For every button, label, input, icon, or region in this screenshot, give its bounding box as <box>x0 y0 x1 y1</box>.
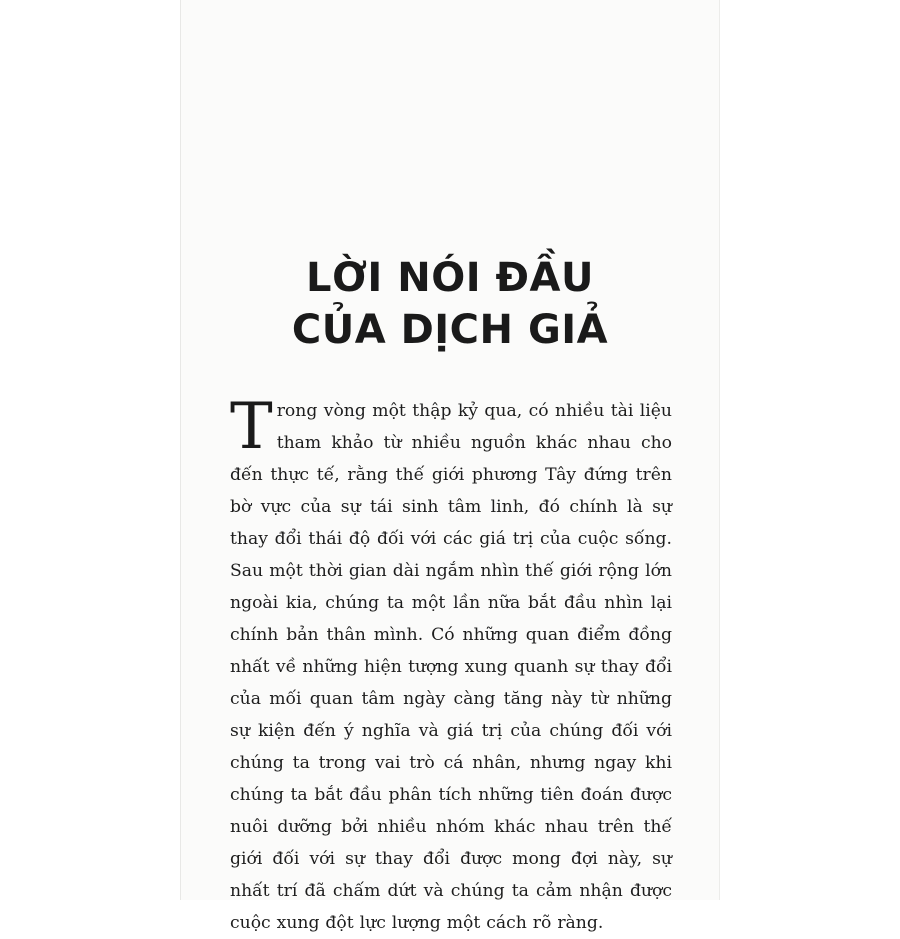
heading-line-2: CỦA DỊCH GIẢ <box>291 307 609 353</box>
body-paragraph <box>230 390 672 939</box>
drop-cap: T <box>230 390 273 464</box>
chapter-heading <box>180 252 720 356</box>
paragraph-text: rong vòng một thập kỷ qua, có nhiều tài liệu tham khảo từ nhiều nguồn khác nhau cho đến thực tế, rằng thế giới phương Tây đứng trên bờ vực của sự tái sinh tâm linh, đó chính là sự thay đổi thái độ đối với các giá trị của cuộc sống. Sau một thời gian dài ngắm nhìn thế giới rộng lớn ngoài kia, chúng ta một lần nữa bắt đầu nhìn lại chính bản thân mình. Có những quan điểm đồng nhất về những hiện tượng xung quanh sự thay đổi của mối quan tâm ngày càng tăng này từ những sự kiện đến ý nghĩa và giá trị của chúng đối với chúng ta trong vai trò cá nhân, nhưng ngay khi chúng ta bắt đầu phân tích những tiên đoán được nuôi dưỡng bởi nhiều nhóm khác nhau trên thế giới đối với sự thay đổi được mong đợi này, sự nhất trí đã chấm dứt và chúng ta cảm nhận được cuộc xung đột lực lượng một cách rõ ràng. <box>230 401 672 933</box>
heading-line-1: LỜI NÓI ĐẦU <box>306 255 594 301</box>
